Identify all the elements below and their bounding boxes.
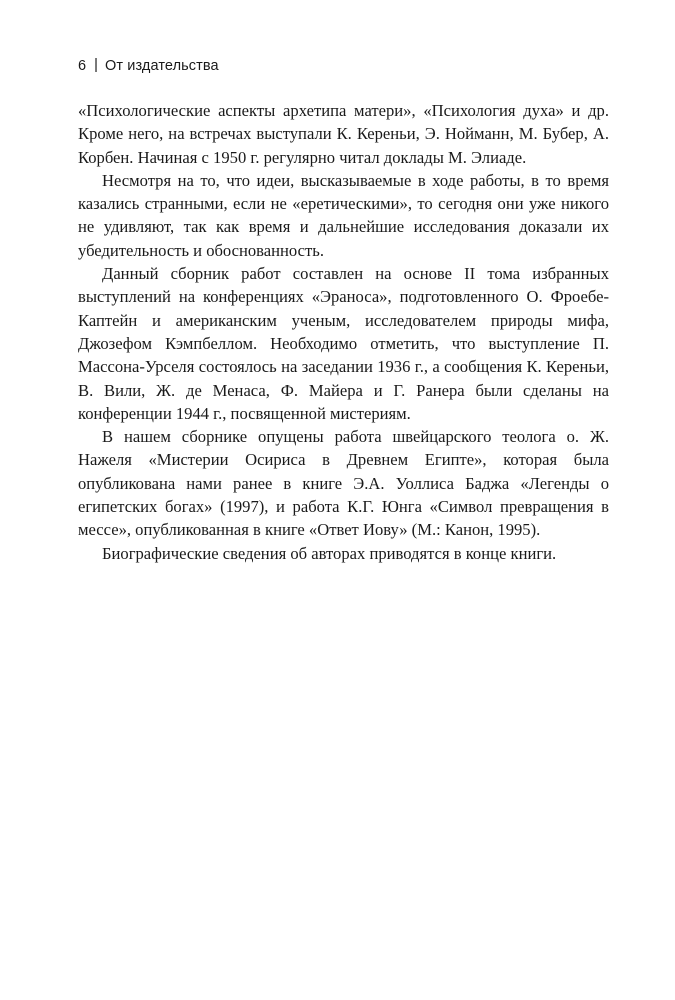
paragraph: Данный сборник работ составлен на основе II тома избранных выступлений на конференциях «Эраноса», подготовленного О. Фроебе-Каптейн и американским ученым, исследователем природы мифа, Джозефом Кэмпбеллом. Необходимо отметить, что выступление П. Массона-Урселя состоялось на заседании 1936 г., а сообщения К. Кереньи, В. Вили, Ж. де Менаса, Ф. Майера и Г. Ранера были сделаны на конференции 1944 г., посвященной мистериям. bbox=[78, 264, 609, 423]
header-separator: | bbox=[94, 57, 99, 73]
section-title: От издательства bbox=[105, 58, 219, 74]
page-number: 6 bbox=[78, 58, 87, 74]
paragraph: Биографические сведения об авторах приводятся в конце книги. bbox=[102, 543, 557, 563]
paragraph: В нашем сборнике опущены работа швейцарского теолога о. Ж. Нажеля «Мистерии Осириса в Древнем Египте», которая была опубликована нами ранее в книге Э.А. Уоллиса Баджа «Легенды о египетских богах» (1997), и работа К.Г. Юнга «Символ превращения в мессе», опубликованная в книге «Ответ Иову» (М.: Канон, 1995). bbox=[78, 427, 609, 540]
paragraph-continued: «Психологические аспекты архетипа матери», «Психология духа» и др. Кроме него, на встречах выступали К. Кереньи, Э. Нойманн, М. Бубер, А. Корбен. Начиная с 1950 г. регулярно читал доклады М. Элиаде. bbox=[78, 101, 609, 167]
body-text bbox=[78, 99, 609, 565]
running-head bbox=[78, 58, 219, 74]
paragraph: Несмотря на то, что идеи, высказываемые в ходе работы, в то время казались странными, если не «еретическими», то сегодня они уже никого не удивляют, так как время и дальнейшие исследования доказали их убедительность и обоснованность. bbox=[78, 170, 609, 260]
